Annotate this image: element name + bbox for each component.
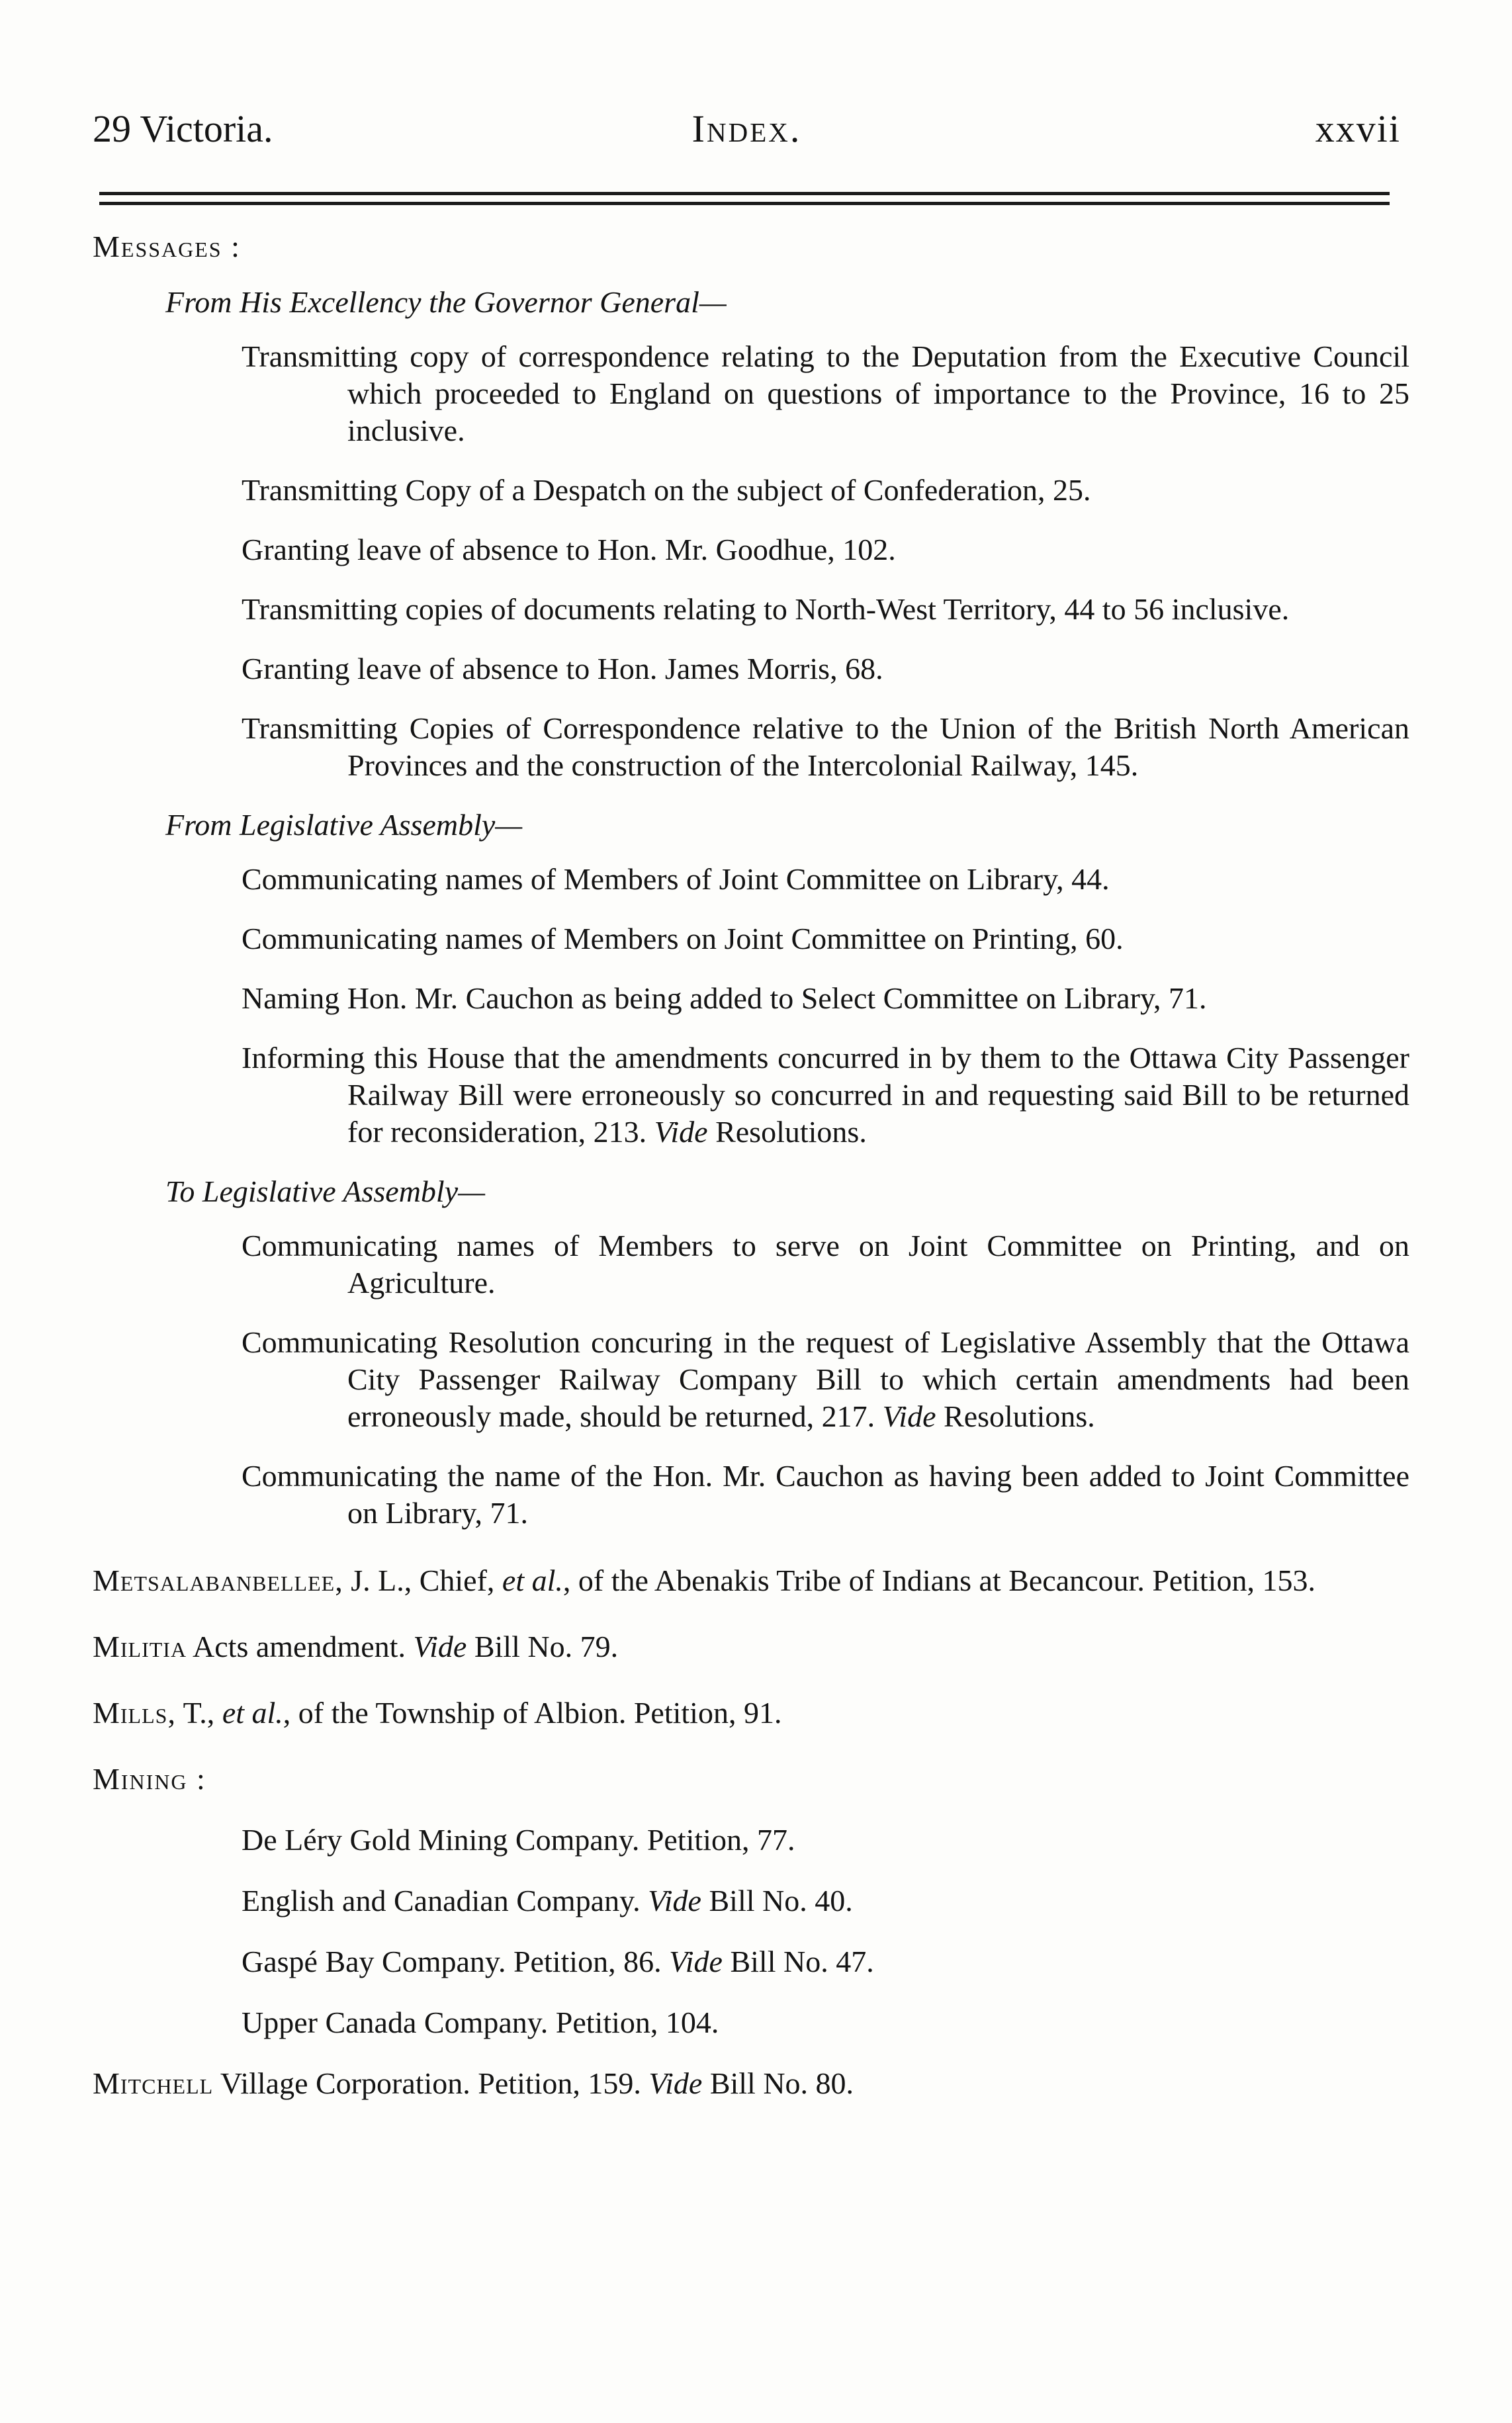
index-entry: Transmitting Copy of a Despatch on the subject of Confederation, 25.	[242, 473, 1091, 507]
mining-entry: Upper Canada Company. Petition, 104.	[242, 2005, 719, 2039]
index-entry: Communicating names of Members on Joint Committee on Printing, 60.	[242, 922, 1124, 955]
mining-entry	[242, 1882, 1409, 1919]
header-rule-bottom	[99, 202, 1390, 205]
index-entry: Communicating names of Members to serve on Joint Committee on Printing, and on Agriculture.	[242, 1229, 1409, 1300]
session-label: 29 Victoria.	[93, 107, 273, 150]
running-head	[93, 99, 1401, 159]
entry-text: J. L., Chief,	[343, 1564, 502, 1597]
mills-entry	[93, 1695, 1409, 1732]
vide-reference: Vide	[882, 1399, 936, 1433]
governor-general-subheading: From His Excellency the Governor General—	[165, 285, 727, 319]
entry-reference: Bill No. 47.	[722, 1945, 874, 1978]
entry-lead: Militia	[93, 1630, 187, 1663]
entry-reference: Bill No. 80.	[702, 2066, 854, 2100]
entry-reference: Bill No. 40.	[701, 1884, 853, 1917]
entry-text: , of the Abenakis Tribe of Indians at Becancour. Petition, 153.	[562, 1564, 1315, 1597]
mining-entry: De Léry Gold Mining Company. Petition, 77.	[242, 1823, 795, 1857]
vide-reference: Vide	[654, 1115, 708, 1149]
entry-text: Village Corporation. Petition, 159.	[213, 2066, 649, 2100]
index-entry: Granting leave of absence to Hon. Mr. Goodhue, 102.	[242, 533, 896, 566]
index-entry: Granting leave of absence to Hon. James Morris, 68.	[242, 652, 883, 685]
et-al: et al.	[502, 1564, 563, 1597]
et-al: et al.	[222, 1696, 283, 1730]
entry-text: Informing this House that the amendments concurred in by them to the Ottawa City Passenger Railway Bill were erroneously so concurred in and requesting said Bill to be returned for reconsideration, 213.	[242, 1041, 1409, 1149]
index-entry: Transmitting copies of documents relating to North-West Territory, 44 to 56 inclusive.	[242, 592, 1290, 626]
page-number: xxvii	[1315, 107, 1401, 150]
entry-lead: Mitchell	[93, 2066, 214, 2100]
index-content	[93, 228, 1409, 2131]
mitchell-entry	[93, 2065, 1409, 2102]
index-entry	[93, 1039, 1409, 1151]
vide-reference: Vide	[648, 2066, 703, 2100]
from-assembly-subheading: From Legislative Assembly—	[165, 808, 523, 842]
messages-heading: Messages :	[93, 230, 241, 263]
to-assembly-subheading: To Legislative Assembly—	[165, 1174, 486, 1208]
mining-entry	[242, 1943, 1409, 1980]
entry-text: T.,	[175, 1696, 222, 1730]
header-rule-top	[99, 192, 1390, 195]
entry-reference: Resolutions.	[944, 1399, 1095, 1433]
entry-text: Acts amendment.	[187, 1630, 414, 1663]
entry-text: , of the Township of Albion. Petition, 91.	[283, 1696, 782, 1730]
index-entry: Transmitting Copies of Correspondence relative to the Union of the British North American Provinces and the construction of the Intercolonial Railway, 145.	[242, 711, 1409, 782]
entry-reference: Resolutions.	[715, 1115, 867, 1149]
entry-text: English and Canadian Company.	[242, 1884, 648, 1917]
militia-entry	[93, 1628, 1409, 1665]
mining-heading: Mining :	[93, 1762, 206, 1796]
vide-reference: Vide	[669, 1945, 723, 1978]
vide-reference: Vide	[413, 1630, 467, 1663]
entry-lead: Mills,	[93, 1696, 176, 1730]
index-entry	[93, 1324, 1409, 1435]
entry-text: Communicating Resolution concuring in the request of Legislative Assembly that the Ottawa City Passenger Railway Company Bill to which certain amendments had been erroneously made, should be returned, 217.	[242, 1325, 1409, 1433]
page-title: Index.	[691, 107, 802, 150]
entry-lead: Metsalabanbellee,	[93, 1564, 343, 1597]
index-entry: Communicating the name of the Hon. Mr. Cauchon as having been added to Joint Committee on Library, 71.	[242, 1459, 1409, 1530]
entry-reference: Bill No. 79.	[467, 1630, 619, 1663]
entry-text: Gaspé Bay Company. Petition, 86.	[242, 1945, 670, 1978]
metsalabanbellee-entry	[93, 1562, 1409, 1599]
index-entry: Transmitting copy of correspondence relating to the Deputation from the Executive Council which proceeded to England on questions of importance to the Province, 16 to 25 inclusive.	[242, 339, 1409, 447]
index-entry: Naming Hon. Mr. Cauchon as being added to Select Committee on Library, 71.	[242, 981, 1207, 1015]
vide-reference: Vide	[648, 1884, 701, 1917]
index-entry: Communicating names of Members of Joint Committee on Library, 44.	[242, 862, 1110, 896]
